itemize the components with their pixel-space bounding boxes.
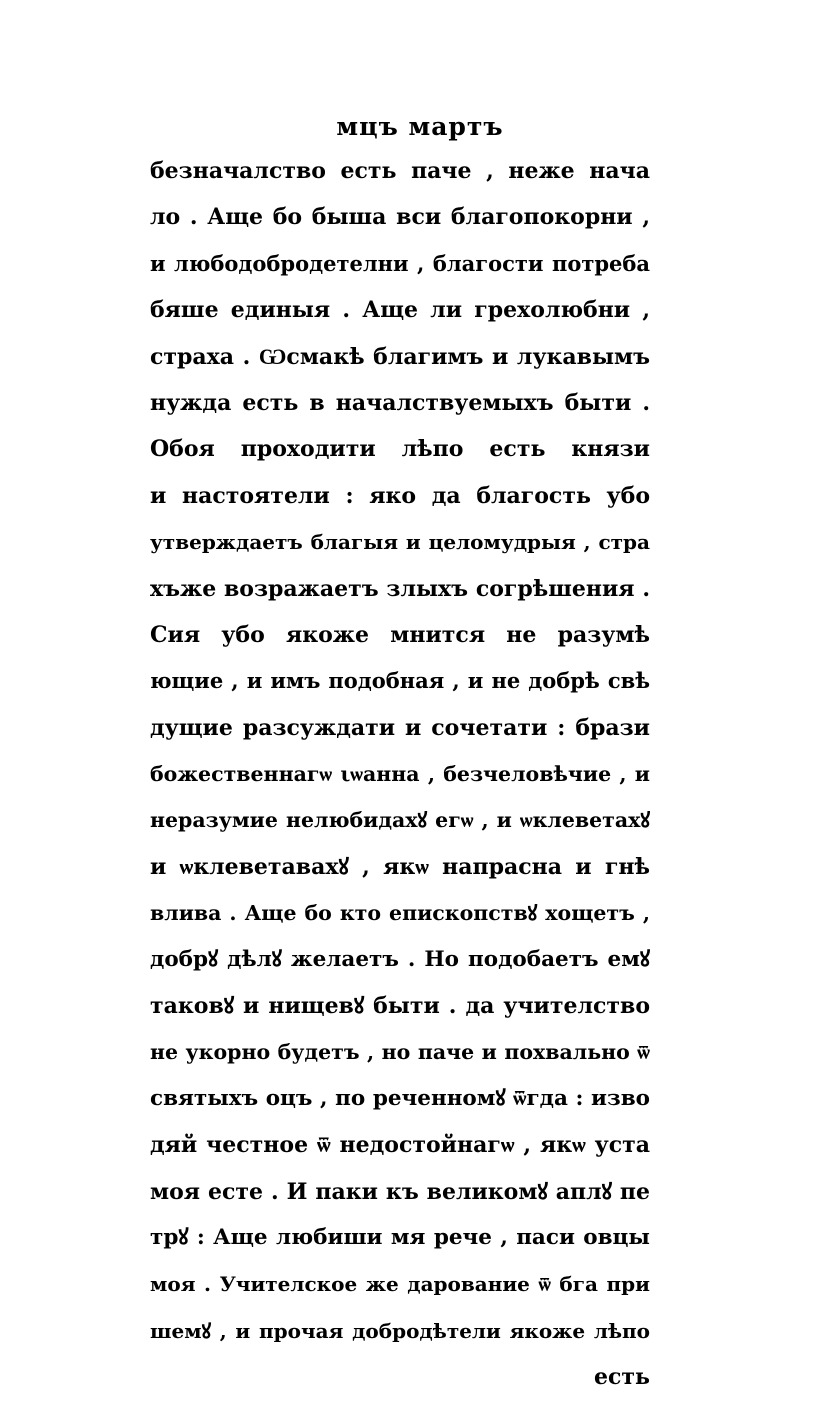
text-line: нужда есть в началствуемыхъ быти . — [150, 389, 650, 416]
text-line: и любодобродетелни , благости потреба — [150, 250, 650, 276]
text-line: и настоятели : яко да благость убо — [150, 482, 650, 509]
text-line: бяше единыя . Аще ли грехолюбни , — [150, 297, 650, 324]
text-line: ло . Аще бо быша вси благопокорни , — [150, 204, 650, 231]
text-line: таковꙋ и нищевꙋ быти . да учителство — [150, 993, 650, 1020]
text-line: хъже возражаетъ злыхъ согрѣшения . — [150, 575, 650, 602]
text-line: божественнагѡ ιѡанна , безчеловѣчие , и — [150, 762, 650, 787]
text-line: Обоя проходити лѣпо есть князи — [150, 436, 650, 463]
text-line: ющие , и имъ подобная , и не добрѣ свѣ — [150, 668, 650, 694]
text-line: неразумие нелюбидахꙋ егѡ , и ѡклеветахꙋ — [150, 808, 650, 833]
text-line: Сия убо якоже мнится не разумѣ — [150, 621, 650, 648]
text-line: и ѡклеветавахꙋ , якѡ напрасна и гнѣ — [150, 853, 650, 880]
text-line: моя есте . И паки къ великомꙋ аплꙋ пе — [150, 1178, 650, 1205]
catchword: есть — [594, 1364, 650, 1391]
text-line: дяй честное ѿ недостойнагѡ , якѡ уста — [150, 1132, 650, 1159]
text-line: шемꙋ , и прочая добродѣтели якоже лѣпо — [150, 1318, 650, 1343]
text-body — [150, 148, 650, 1401]
text-line: утверждаетъ благыя и целомудрыя , стра — [150, 530, 650, 555]
text-line: страха . Ѡсмакѣ благимъ и лукавымъ — [150, 343, 650, 370]
running-head: мцъ мартъ — [336, 112, 504, 141]
text-line: не укорно будетъ , но паче и похвально ѿ — [150, 1040, 650, 1065]
text-line: влива . Аще бо кто епископствꙋ хощетъ , — [150, 901, 650, 926]
text-line: трꙋ : Аще любиши мя рече , паси овцы — [150, 1224, 650, 1250]
text-line: дущие разсуждати и сочетати : брази — [150, 714, 650, 741]
text-line: моя . Учителское же дарование ѿ бга при — [150, 1272, 650, 1297]
text-line: святыхъ оцъ , по реченномꙋ ѿгда : изво — [150, 1085, 650, 1111]
text-line: добрꙋ дѣлꙋ желаетъ . Но подобаетъ емꙋ — [150, 946, 650, 972]
text-line: безначалство есть паче , неже нача — [150, 158, 650, 184]
